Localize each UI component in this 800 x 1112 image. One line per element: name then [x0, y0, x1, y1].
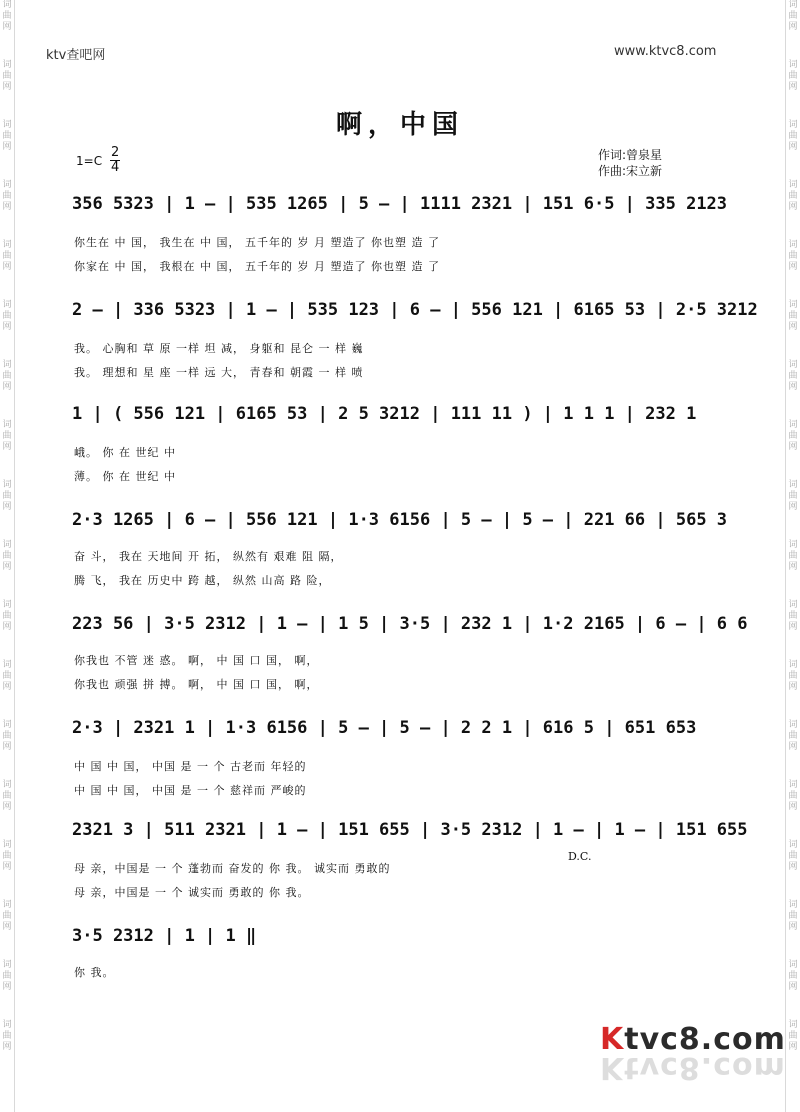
side-watermark-text: 词 曲 网 — [788, 600, 798, 632]
stave-notes: 2321 3 | 511 2321 | 1 – | 151 655 | 3·5 2312 | 1 – | 1 – | 151 655 — [72, 820, 748, 840]
stave-8 — [72, 920, 300, 952]
side-watermark-text: 词 曲 网 — [788, 660, 798, 692]
left-watermark-strip — [0, 0, 15, 1112]
side-watermark-text: 词 曲 网 — [788, 120, 798, 152]
logo-reflection: Ktvc8.com — [600, 1050, 786, 1085]
site-url: www.ktvc8.com — [614, 44, 717, 59]
song-title: 啊，中国 — [335, 110, 464, 140]
stave-notes: 356 5323 | 1 – | 535 1265 | 5 – | 1111 2321 | 151 6·5 | 335 2123 — [72, 194, 728, 214]
side-watermark-text: 词 曲 网 — [788, 60, 798, 92]
stave-notes: 3·5 2312 | 1 | 1 ‖ — [72, 926, 257, 946]
stave-2 — [72, 294, 758, 326]
side-watermark-text: 词 曲 网 — [788, 960, 798, 992]
side-watermark-text: 词 曲 网 — [2, 600, 12, 632]
logo-k: K — [600, 1022, 625, 1057]
time-bottom: 4 — [110, 160, 120, 175]
lyric-line: 腾 飞， 我在 历史中 跨 越， 纵然 山高 路 险， — [74, 574, 331, 587]
stave-notes: 2·3 1265 | 6 – | 556 121 | 1·3 6156 | 5 – | 5 – | 221 66 | 565 3 — [72, 510, 728, 530]
side-watermark-text: 词 曲 网 — [788, 840, 798, 872]
side-watermark-text: 词 曲 网 — [788, 480, 798, 512]
side-watermark-text: 词 曲 网 — [788, 780, 798, 812]
stave-6 — [72, 712, 697, 744]
side-watermark-text: 词 曲 网 — [788, 900, 798, 932]
lyric-line: 你 我。 — [74, 966, 115, 979]
side-watermark-text: 词 曲 网 — [2, 540, 12, 572]
side-watermark-text: 词 曲 网 — [2, 960, 12, 992]
composer: 作曲:宋立新 — [598, 164, 663, 178]
stave-7 — [72, 814, 748, 846]
side-watermark-text: 词 曲 网 — [2, 780, 12, 812]
lyric-line: 我。 心胸和 草 原 一样 坦 减， 身躯和 昆仑 一 样 巍 — [74, 342, 364, 355]
side-watermark-text: 词 曲 网 — [788, 300, 798, 332]
side-watermark-text: 词 曲 网 — [788, 360, 798, 392]
key-signature — [76, 146, 120, 175]
side-watermark-text: 词 曲 网 — [788, 540, 798, 572]
side-watermark-text: 词 曲 网 — [788, 0, 798, 32]
stave-5 — [72, 608, 748, 640]
side-watermark-text: 词 曲 网 — [2, 60, 12, 92]
side-watermark-text: 词 曲 网 — [2, 0, 12, 32]
stave-1 — [72, 188, 728, 220]
side-watermark-text: 词 曲 网 — [2, 180, 12, 212]
logo-rest: tvc8.com — [624, 1022, 786, 1057]
lyricist: 作词:曾泉星 — [598, 148, 663, 162]
lyric-line: 中 国 中 国， 中国 是 一 个 古老而 年轻的 — [74, 760, 307, 773]
stave-4 — [72, 504, 728, 536]
side-watermark-text: 词 曲 网 — [2, 840, 12, 872]
side-watermark-text: 词 曲 网 — [2, 300, 12, 332]
lyric-line: 中 国 中 国， 中国 是 一 个 慈祥而 严峻的 — [74, 784, 307, 797]
side-watermark-text: 词 曲 网 — [2, 240, 12, 272]
lyric-line: 薄。 你 在 世纪 中 — [74, 470, 176, 483]
side-watermark-text: 词 曲 网 — [788, 180, 798, 212]
stave-notes: 223 56 | 3·5 2312 | 1 – | 1 5 | 3·5 | 232 1 | 1·2 2165 | 6 – | 6 6 — [72, 614, 748, 634]
lyric-line: 奋 斗， 我在 天地间 开 拓， 纵然有 艰难 阻 隔， — [74, 550, 343, 563]
lyric-line: 峨。 你 在 世纪 中 — [74, 446, 176, 459]
stave-notes: 2 – | 336 5323 | 1 – | 535 123 | 6 – | 556 121 | 6165 53 | 2·5 3212 — [72, 300, 758, 320]
side-watermark-text: 词 曲 网 — [2, 720, 12, 752]
side-watermark-text: 词 曲 网 — [2, 420, 12, 452]
right-watermark-strip — [785, 0, 800, 1112]
lyric-line: 你我也 顽强 拼 搏。 啊， 中 国 口 国， 啊， — [74, 678, 319, 691]
lyric-line: 你家在 中 国， 我根在 中 国， 五千年的 岁 月 塑造了 你也塑 造 了 — [74, 260, 440, 273]
lyric-line: 母 亲，中国是 一 个 诚实而 勇敢的 你 我。 — [74, 886, 310, 899]
side-watermark-text: 词 曲 网 — [2, 660, 12, 692]
time-signature — [110, 146, 120, 175]
side-watermark-text: 词 曲 网 — [2, 480, 12, 512]
side-watermark-text: 词 曲 网 — [2, 1020, 12, 1052]
da-capo-mark: D.C. — [568, 850, 592, 863]
side-watermark-text: 词 曲 网 — [788, 240, 798, 272]
side-watermark-text: 词 曲 网 — [788, 1020, 798, 1052]
stave-notes: 2·3 | 2321 1 | 1·3 6156 | 5 – | 5 – | 2 2 1 | 616 5 | 651 653 — [72, 718, 697, 738]
side-watermark-text: 词 曲 网 — [2, 360, 12, 392]
lyric-line: 我。 理想和 星 座 一样 远 大， 青春和 朝霞 一 样 喷 — [74, 366, 364, 379]
lyric-line: 母 亲，中国是 一 个 蓬勃而 奋发的 你 我。 诚实而 勇敢的 — [74, 862, 391, 875]
side-watermark-text: 词 曲 网 — [2, 900, 12, 932]
key-label: 1=C — [76, 153, 103, 168]
side-watermark-text: 词 曲 网 — [788, 720, 798, 752]
time-top: 2 — [110, 145, 120, 160]
side-watermark-text: 词 曲 网 — [2, 120, 12, 152]
side-watermark-text: 词 曲 网 — [788, 420, 798, 452]
lyric-line: 你我也 不管 迷 惑。 啊， 中 国 口 国， 啊， — [74, 654, 319, 667]
stave-3 — [72, 398, 697, 430]
site-name: ktv查吧网 — [46, 48, 106, 63]
stave-notes: 1 | ( 556 121 | 6165 53 | 2 5 3212 | 111 11 ) | 1 1 1 | 232 1 — [72, 404, 697, 424]
lyric-line: 你生在 中 国， 我生在 中 国， 五千年的 岁 月 塑造了 你也塑 造 了 — [74, 236, 440, 249]
